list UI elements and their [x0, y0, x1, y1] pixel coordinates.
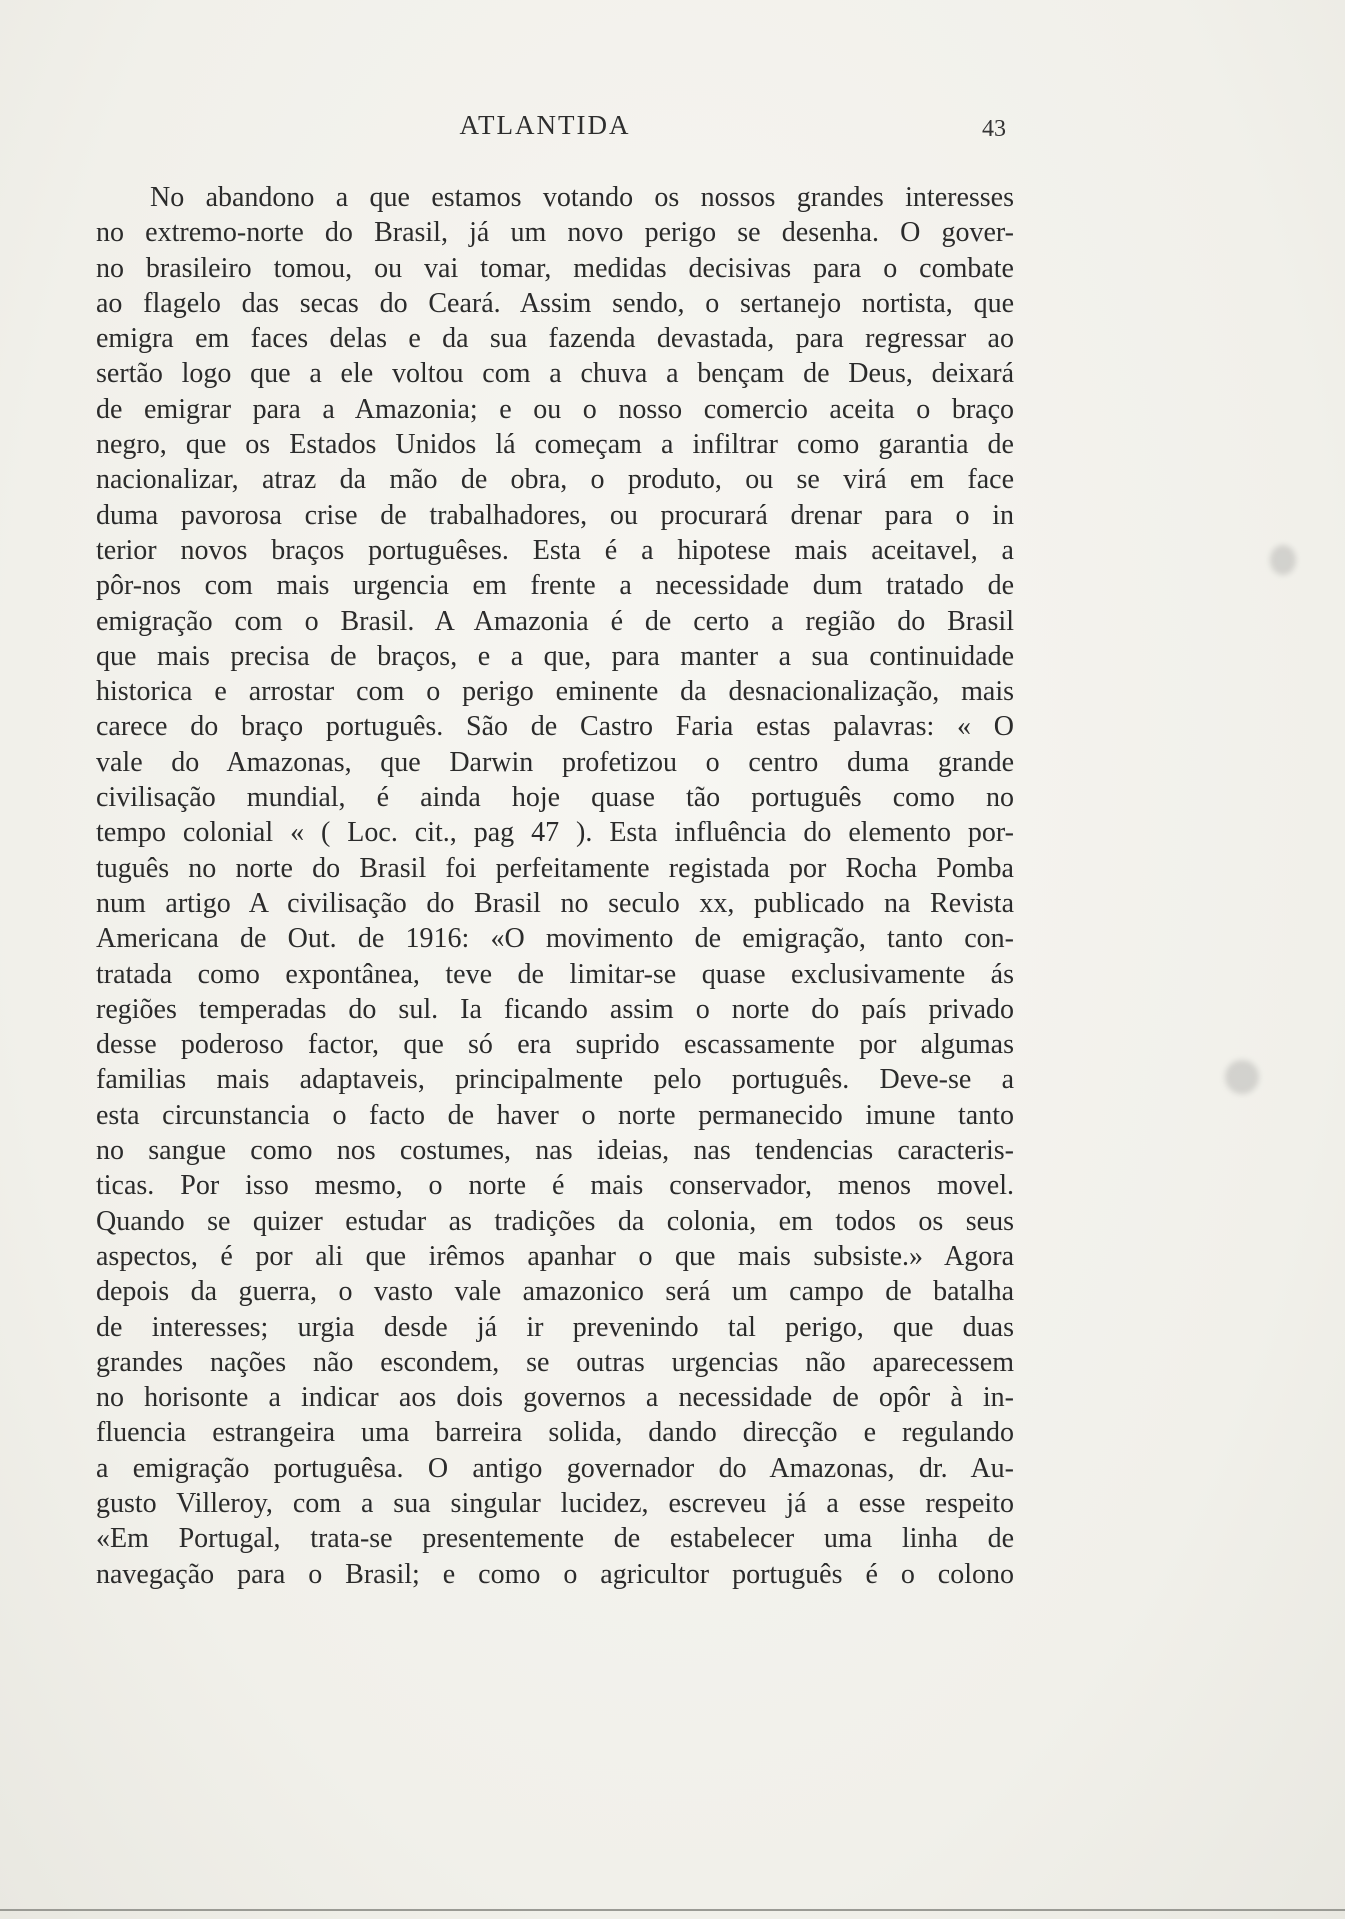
text-line: civilisação mundial, é ainda hoje quase tão português como no — [96, 782, 1014, 814]
text-line: tempo colonial « ( Loc. cit., pag 47 ). Esta influência do elemento por- — [96, 817, 1014, 849]
text-line: tratada como expontânea, teve de limitar-se quase exclusivamente ás — [96, 958, 1014, 990]
text-line: emigra em faces delas e da sua fazenda devastada, para regressar ao — [96, 323, 1014, 355]
text-line: nacionalizar, atraz da mão de obra, o produto, ou se virá em face — [96, 464, 1014, 496]
text-line: familias mais adaptaveis, principalmente pelo português. Deve-se a — [96, 1064, 1014, 1096]
text-line: terior novos braços portuguêses. Esta é a hipotese mais aceitavel, a — [96, 534, 1014, 566]
text-line: de emigrar para a Amazonia; e ou o nosso comercio aceita o braço — [96, 393, 1014, 425]
text-line: aspectos, é por ali que irêmos apanhar o que mais subsiste.» Agora — [96, 1240, 1014, 1272]
text-line: no brasileiro tomou, ou vai tomar, medidas decisivas para o combate — [96, 252, 1014, 284]
text-line: sertão logo que a ele voltou com a chuva a bençam de Deus, deixará — [96, 358, 1014, 390]
text-line: «Em Portugal, trata-se presentemente de estabelecer uma linha de — [96, 1523, 1014, 1555]
text-line: no horisonte a indicar aos dois governos a necessidade de opôr à in- — [96, 1382, 1014, 1414]
text-line: tuguês no norte do Brasil foi perfeitamente registada por Rocha Pomba — [96, 852, 1014, 884]
text-line: esta circunstancia o facto de haver o norte permanecido imune tanto — [96, 1099, 1014, 1131]
text-line: ao flagelo das secas do Ceará. Assim sendo, o sertanejo nortista, que — [96, 287, 1014, 319]
text-line: carece do braço português. São de Castro Faria estas palavras: « O — [96, 711, 1014, 743]
paper-speck — [1270, 545, 1296, 575]
text-line: emigração com o Brasil. A Amazonia é de certo a região do Brasil — [96, 605, 1014, 637]
text-line: num artigo A civilisação do Brasil no seculo xx, publicado na Revista — [96, 887, 1014, 919]
text-line: que mais precisa de braços, e a que, para manter a sua continuidade — [96, 640, 1014, 672]
text-line: grandes nações não escondem, se outras urgencias não aparecessem — [96, 1346, 1014, 1378]
running-title: ATLANTIDA — [459, 110, 631, 140]
text-line: duma pavorosa crise de trabalhadores, ou procurará drenar para o in — [96, 499, 1014, 531]
text-line: navegação para o Brasil; e como o agricultor português é o colono — [96, 1558, 1014, 1590]
text-line: No abandono a que estamos votando os nossos grandes interesses — [150, 182, 1014, 213]
text-line: negro, que os Estados Unidos lá começam a infiltrar como garantia de — [96, 429, 1014, 461]
text-line: gusto Villeroy, com a sua singular lucidez, escreveu já a esse respeito — [96, 1487, 1014, 1519]
text-line: no sangue como nos costumes, nas ideias, nas tendencias caracteris- — [96, 1135, 1014, 1167]
text-line: depois da guerra, o vasto vale amazonico será um campo de batalha — [96, 1276, 1014, 1308]
text-line: historica e arrostar com o perigo eminente da desnacionalização, mais — [96, 676, 1014, 708]
text-line: regiões temperadas do sul. Ia ficando assim o norte do país privado — [96, 993, 1014, 1025]
page-edge — [0, 1909, 1345, 1911]
page-number: 43 — [982, 116, 1006, 142]
text-line: pôr-nos com mais urgencia em frente a necessidade dum tratado de — [96, 570, 1014, 602]
text-line: Quando se quizer estudar as tradições da colonia, em todos os seus — [96, 1205, 1014, 1237]
text-line: desse poderoso factor, que só era suprido escassamente por algumas — [96, 1029, 1014, 1061]
running-head — [0, 110, 1345, 150]
body-text — [96, 180, 1014, 1592]
text-line: no extremo-norte do Brasil, já um novo perigo se desenha. O gover- — [96, 217, 1014, 249]
paper-speck — [1225, 1060, 1259, 1094]
text-line: de interesses; urgia desde já ir prevenindo tal perigo, que duas — [96, 1311, 1014, 1343]
text-line: vale do Amazonas, que Darwin profetizou o centro duma grande — [96, 746, 1014, 778]
text-line: ticas. Por isso mesmo, o norte é mais conservador, menos movel. — [96, 1170, 1014, 1202]
text-line: fluencia estrangeira uma barreira solida, dando direcção e regulando — [96, 1417, 1014, 1449]
text-line: a emigração portuguêsa. O antigo governador do Amazonas, dr. Au- — [96, 1452, 1014, 1484]
text-line: Americana de Out. de 1916: «O movimento de emigração, tanto con- — [96, 923, 1014, 955]
